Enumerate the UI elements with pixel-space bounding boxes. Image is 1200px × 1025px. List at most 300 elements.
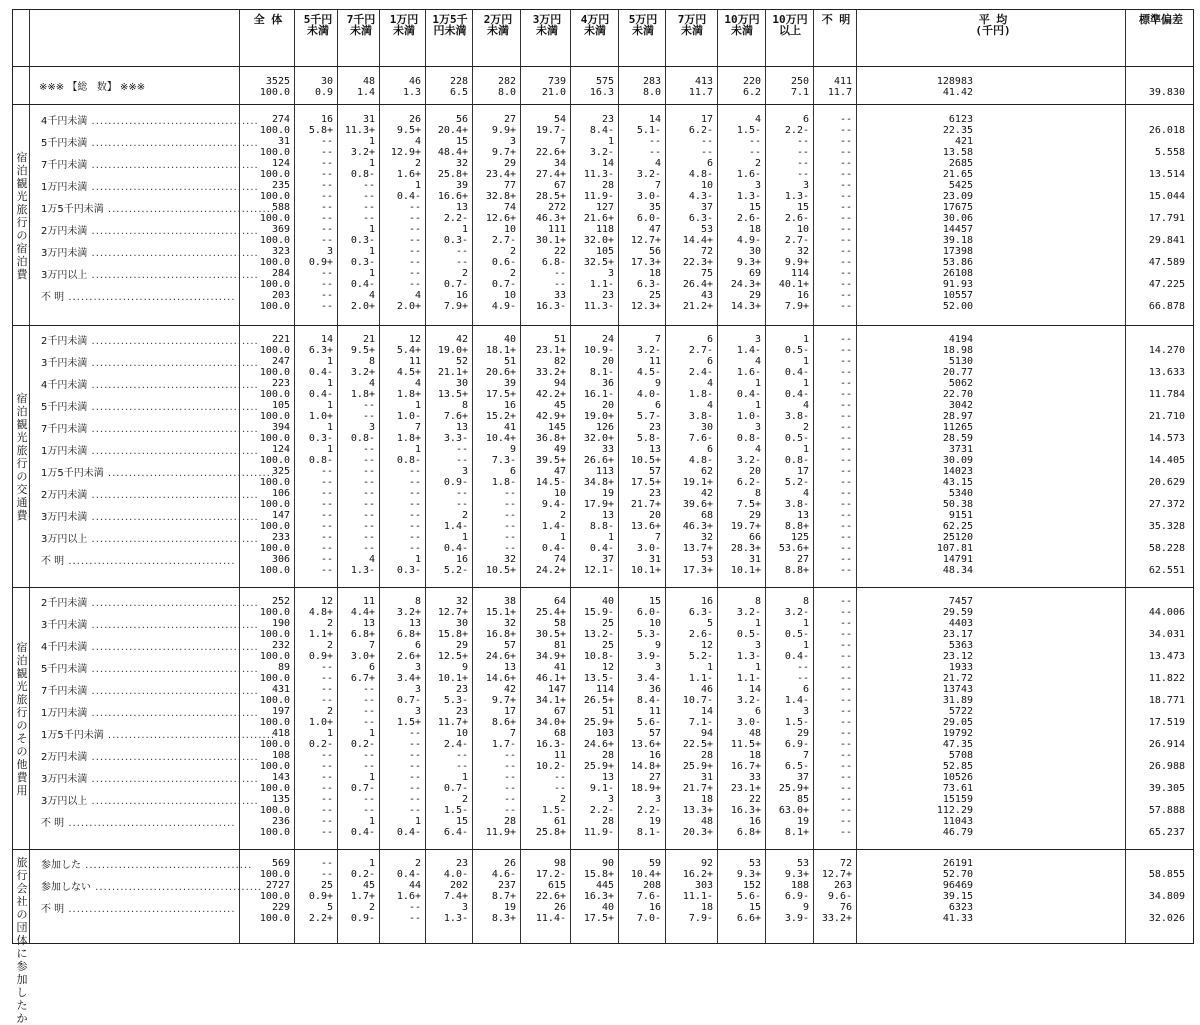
data-row-count: 3 — [754, 180, 761, 191]
data-row-percent: 5.1- — [636, 125, 661, 136]
data-row-percent: 15.2+ — [485, 411, 516, 422]
data-row-percent: 43.15 — [942, 477, 973, 488]
data-row-count: 1 — [368, 772, 375, 783]
data-row-count: 4 — [706, 400, 713, 411]
data-row-count: 1 — [368, 158, 375, 169]
row-label-text: 3千円未満 — [41, 620, 88, 631]
data-row-count: 85 — [796, 794, 809, 805]
data-row-percent: 34.9+ — [535, 651, 566, 662]
data-row-count: -- — [839, 684, 852, 695]
data-row-count: 23 — [455, 706, 468, 717]
data-row-count: 17 — [700, 114, 713, 125]
data-row-count: 2 — [326, 618, 333, 629]
data-row-count — [1125, 334, 1185, 345]
data-row-count: 15 — [648, 596, 661, 607]
data-row-percent: 2.4- — [688, 367, 713, 378]
data-row-percent: 39.15 — [942, 891, 973, 902]
data-row-count: -- — [796, 662, 809, 673]
data-row-percent: 1.4- — [541, 521, 566, 532]
data-row-count: 8 — [368, 356, 375, 367]
data-row-percent: -- — [503, 499, 516, 510]
data-row-percent: 5.8+ — [308, 125, 333, 136]
data-row-percent: 12.5+ — [437, 651, 468, 662]
data-row-percent: 26.018 — [1148, 125, 1185, 136]
data-row-count: 588 — [271, 202, 290, 213]
data-row-count: 38 — [503, 596, 516, 607]
data-row-count: 4 — [368, 554, 375, 565]
data-row-percent: 25.9+ — [583, 717, 614, 728]
data-row-count: 5722 — [948, 706, 973, 717]
total-count: 220 — [742, 76, 761, 87]
data-row-count: 7 — [368, 640, 375, 651]
group-label: 宿泊観光旅行の交通費 — [16, 392, 28, 522]
data-row-count: 2 — [461, 794, 468, 805]
leader-dots: ........................................ — [87, 796, 259, 807]
total-percent: 11.7 — [688, 87, 713, 98]
data-row-count: 14791 — [942, 554, 973, 565]
data-row-percent: 4.8- — [688, 455, 713, 466]
data-row-count: -- — [839, 466, 852, 477]
data-row-count: 105 — [271, 400, 290, 411]
data-row-count: -- — [839, 334, 852, 345]
data-row-count — [1125, 400, 1185, 411]
data-row-count: 421 — [954, 136, 973, 147]
data-row-percent: 28.3+ — [730, 543, 761, 554]
data-row-percent: 1.1- — [688, 673, 713, 684]
data-row-percent: -- — [362, 213, 375, 224]
data-row-count: 2 — [509, 268, 516, 279]
data-row-count: 223 — [271, 378, 290, 389]
data-row-count: -- — [362, 488, 375, 499]
leader-dots: ........................................ — [87, 248, 259, 259]
data-row-count: 32 — [455, 158, 468, 169]
data-row-count: 12 — [320, 596, 333, 607]
data-row-percent: 16.2+ — [682, 869, 713, 880]
row-label-text: 1万5千円未満 — [41, 730, 104, 741]
data-row-count — [1125, 706, 1185, 717]
data-row-count: 76 — [839, 902, 852, 913]
data-row-count: 2 — [414, 158, 421, 169]
data-row-percent: 6.8+ — [736, 827, 761, 838]
data-row-count: -- — [839, 662, 852, 673]
data-row-percent: 0.3- — [396, 565, 421, 576]
data-row-count: 114 — [790, 268, 809, 279]
data-row-percent: 100.0 — [259, 477, 290, 488]
data-row-percent: -- — [839, 367, 852, 378]
data-row-percent: 9.6- — [827, 891, 852, 902]
data-row-percent: 13.473 — [1148, 651, 1185, 662]
data-row-percent: 10.2- — [535, 761, 566, 772]
data-row-percent: 0.4- — [541, 543, 566, 554]
data-row-count: -- — [839, 554, 852, 565]
data-row-count — [1125, 444, 1185, 455]
data-row-count: 1 — [802, 378, 809, 389]
data-row-percent: -- — [748, 147, 761, 158]
data-row-percent: 5.2- — [784, 477, 809, 488]
data-row-count: 111 — [547, 224, 566, 235]
data-row-count: 45 — [362, 880, 375, 891]
data-row-count: 4 — [654, 158, 661, 169]
data-row-count: 31 — [362, 114, 375, 125]
row-divider — [13, 66, 1193, 67]
data-row-count: 23 — [601, 114, 614, 125]
data-row-count: -- — [320, 554, 333, 565]
data-row-count: 6 — [802, 114, 809, 125]
data-row-count: 3 — [754, 640, 761, 651]
data-row-count: 14 — [601, 158, 614, 169]
data-row-count: -- — [455, 444, 468, 455]
data-row-percent: 52.85 — [942, 761, 973, 772]
data-row-percent: -- — [408, 521, 421, 532]
data-row-percent: 1.8+ — [396, 433, 421, 444]
leader-dots: ........................................ — [87, 534, 259, 545]
data-row-count: 6 — [368, 662, 375, 673]
data-row-percent: 30.1+ — [535, 235, 566, 246]
data-row-count: 23 — [455, 858, 468, 869]
data-row-percent: -- — [320, 783, 333, 794]
data-row-percent: 100.0 — [259, 345, 290, 356]
row-label-text: 3万円以上 — [41, 270, 88, 281]
data-row-percent: 29.841 — [1148, 235, 1185, 246]
data-row-count: 57 — [503, 640, 516, 651]
data-row-percent: 0.2- — [350, 869, 375, 880]
data-row-count: 3 — [509, 136, 516, 147]
total-percent: 1.4 — [356, 87, 375, 98]
data-row-percent: 1.1- — [736, 673, 761, 684]
data-row-percent: 6.3- — [688, 213, 713, 224]
data-row-count — [1125, 136, 1185, 147]
data-row-count: 105 — [595, 246, 614, 257]
data-row-percent: 0.5- — [784, 629, 809, 640]
data-row-count: 3731 — [948, 444, 973, 455]
data-row-percent: 6.3- — [688, 607, 713, 618]
data-row-percent: 46.3+ — [535, 213, 566, 224]
data-row-count: 125 — [790, 532, 809, 543]
data-row-count: 4 — [368, 378, 375, 389]
row-label-text: 5千円未満 — [41, 664, 88, 675]
data-row-count: 6 — [654, 400, 661, 411]
data-row-count: 113 — [595, 466, 614, 477]
data-row-count: 26108 — [942, 268, 973, 279]
data-row-percent: -- — [408, 761, 421, 772]
data-row-percent: 3.4+ — [396, 673, 421, 684]
data-row-percent: -- — [455, 499, 468, 510]
data-row-percent: 3.2- — [736, 695, 761, 706]
data-row-percent: 100.0 — [259, 279, 290, 290]
data-row-percent: 6.8+ — [396, 629, 421, 640]
data-row-percent: 0.4- — [350, 279, 375, 290]
data-row-percent: 0.4- — [308, 367, 333, 378]
data-row-count — [1125, 158, 1185, 169]
data-row-count: 29 — [455, 640, 468, 651]
data-row-count: 1 — [754, 400, 761, 411]
data-row-percent: 100.0 — [259, 565, 290, 576]
data-row-count: -- — [839, 728, 852, 739]
data-row-count: 96469 — [942, 880, 973, 891]
data-row-count — [1125, 858, 1185, 869]
leader-dots: ........................................ — [103, 204, 276, 215]
data-row-percent: 25.4+ — [535, 607, 566, 618]
data-row-percent: 21.710 — [1148, 411, 1185, 422]
data-row-count: 1 — [326, 378, 333, 389]
row-label-text: 不 明 — [41, 904, 65, 915]
data-row-count: 15 — [796, 202, 809, 213]
data-row-percent: 20.629 — [1148, 477, 1185, 488]
data-row-percent: -- — [320, 169, 333, 180]
data-row-percent: -- — [408, 783, 421, 794]
data-row-count: -- — [320, 772, 333, 783]
data-row-count: 17 — [796, 466, 809, 477]
row-label — [41, 860, 253, 871]
data-row-count: -- — [408, 268, 421, 279]
data-row-percent: 4.0- — [443, 869, 468, 880]
data-row-percent: -- — [839, 147, 852, 158]
data-row-percent: 100.0 — [259, 367, 290, 378]
column-header: 1万5千 円未満 — [432, 13, 468, 37]
data-row-count: 252 — [271, 596, 290, 607]
data-row-count: 306 — [271, 554, 290, 565]
data-row-count: -- — [700, 136, 713, 147]
data-row-count: 127 — [595, 202, 614, 213]
data-row-percent: 16.8+ — [485, 629, 516, 640]
data-row-count: 15 — [455, 816, 468, 827]
data-row-percent: 100.0 — [259, 521, 290, 532]
data-row-percent: 3.0- — [636, 191, 661, 202]
data-row-count: 9 — [654, 378, 661, 389]
data-row-percent: 24.6+ — [583, 739, 614, 750]
data-row-percent: 25.8+ — [437, 169, 468, 180]
data-row-percent: 11.1- — [682, 891, 713, 902]
data-row-count: 325 — [271, 466, 290, 477]
row-label-text: 3千円未満 — [41, 358, 88, 369]
data-row-percent: 17.9+ — [583, 499, 614, 510]
data-row-count: 8 — [754, 488, 761, 499]
data-row-count: -- — [796, 158, 809, 169]
data-row-percent: 1.7- — [491, 739, 516, 750]
data-row-percent: 0.4- — [396, 191, 421, 202]
data-row-count: -- — [839, 180, 852, 191]
data-row-count: 303 — [694, 880, 713, 891]
data-row-count: 29 — [503, 158, 516, 169]
data-row-percent: 1.0+ — [308, 717, 333, 728]
data-row-percent: 6.8- — [541, 257, 566, 268]
data-row-percent: -- — [839, 717, 852, 728]
data-row-percent: 0.9+ — [308, 891, 333, 902]
data-row-percent: 0.7- — [443, 783, 468, 794]
data-row-count: 2 — [414, 858, 421, 869]
data-row-percent: 58.855 — [1148, 869, 1185, 880]
data-row-count: 32 — [796, 246, 809, 257]
data-row-count: 64 — [553, 596, 566, 607]
data-row-percent: -- — [839, 499, 852, 510]
data-row-count — [1125, 640, 1185, 651]
data-row-count: 7 — [559, 136, 566, 147]
data-row-count: 12 — [601, 662, 614, 673]
data-row-count: 20 — [748, 466, 761, 477]
data-row-count — [1125, 268, 1185, 279]
data-row-count: 5130 — [948, 356, 973, 367]
leader-dots: ........................................ — [87, 598, 259, 609]
total-percent: 8.0 — [497, 87, 516, 98]
data-row-count: 1 — [414, 400, 421, 411]
total-percent: 11.7 — [827, 87, 852, 98]
data-row-percent: -- — [839, 673, 852, 684]
row-label-text: 1万円未満 — [41, 708, 88, 719]
row-label-text: 1万円未満 — [41, 446, 88, 457]
data-row-percent: -- — [408, 805, 421, 816]
data-row-count: 2 — [461, 510, 468, 521]
data-row-percent: 7.6- — [688, 433, 713, 444]
data-row-count: -- — [408, 202, 421, 213]
data-row-count: 16 — [748, 816, 761, 827]
data-row-count: 40 — [601, 902, 614, 913]
data-row-percent: 14.4+ — [682, 235, 713, 246]
data-row-percent: 4.5+ — [396, 367, 421, 378]
data-row-percent: 112.29 — [936, 805, 973, 816]
data-row-count: -- — [320, 466, 333, 477]
data-row-count: -- — [839, 224, 852, 235]
data-row-percent: 100.0 — [259, 191, 290, 202]
column-header: 7千円 未満 — [346, 13, 376, 37]
data-row-percent: 17.3+ — [630, 257, 661, 268]
row-label — [41, 424, 259, 435]
row-label — [41, 358, 259, 369]
data-row-count: 14023 — [942, 466, 973, 477]
total-percent: 6.2 — [742, 87, 761, 98]
data-row-percent: -- — [362, 521, 375, 532]
data-row-percent: 6.0- — [636, 607, 661, 618]
data-row-count: 9151 — [948, 510, 973, 521]
data-row-percent: 21.2+ — [682, 301, 713, 312]
data-row-count: 2 — [326, 640, 333, 651]
data-row-count: 51 — [503, 356, 516, 367]
data-row-percent: 11.3- — [583, 169, 614, 180]
data-row-count: 98 — [553, 858, 566, 869]
data-row-count: 5062 — [948, 378, 973, 389]
data-row-count: 56 — [455, 114, 468, 125]
data-row-percent: 0.4- — [443, 543, 468, 554]
data-row-percent: 5.4+ — [396, 345, 421, 356]
data-row-percent: -- — [839, 543, 852, 554]
data-row-count: 33 — [601, 444, 614, 455]
data-row-count: 94 — [553, 378, 566, 389]
data-row-percent: 3.2+ — [396, 607, 421, 618]
group-label: 宿泊観光旅行の宿泊費 — [16, 150, 28, 281]
data-row-percent: -- — [362, 499, 375, 510]
data-row-count: -- — [320, 488, 333, 499]
row-label-text: 2万円未満 — [41, 752, 88, 763]
data-row-count: 126 — [595, 422, 614, 433]
column-divider — [29, 10, 30, 943]
data-row-percent: 18.1+ — [485, 345, 516, 356]
data-row-count — [1125, 532, 1185, 543]
row-label — [41, 818, 236, 829]
data-row-percent: 3.2- — [736, 455, 761, 466]
data-row-percent: 4.6- — [491, 869, 516, 880]
data-row-percent: 2.6- — [784, 213, 809, 224]
data-row-count: 27 — [503, 114, 516, 125]
data-row-count: -- — [455, 246, 468, 257]
data-row-percent: 34.809 — [1148, 891, 1185, 902]
data-row-percent: 11.822 — [1148, 673, 1185, 684]
column-header: 5千円 未満 — [303, 13, 333, 37]
data-row-count — [1125, 880, 1185, 891]
total-percent: 21.0 — [541, 87, 566, 98]
data-row-percent: 21.7+ — [630, 499, 661, 510]
data-row-percent: 1.5- — [784, 717, 809, 728]
data-row-percent: 6.9- — [784, 891, 809, 902]
data-row-count — [1125, 114, 1185, 125]
data-row-count: 44 — [408, 880, 421, 891]
data-row-count: 1 — [461, 224, 468, 235]
data-row-percent: 42.9+ — [535, 411, 566, 422]
data-row-count: 208 — [642, 880, 661, 891]
data-row-count: 143 — [271, 772, 290, 783]
data-row-percent: -- — [503, 783, 516, 794]
data-row-count: -- — [839, 268, 852, 279]
data-row-count: 26 — [408, 114, 421, 125]
data-row-percent: -- — [503, 761, 516, 772]
data-row-count: 37 — [796, 772, 809, 783]
data-row-count: 9 — [461, 662, 468, 673]
data-row-count: -- — [362, 400, 375, 411]
data-row-percent: 8.3+ — [491, 913, 516, 924]
data-row-count: -- — [455, 750, 468, 761]
data-row-count: 103 — [595, 728, 614, 739]
data-row-percent: 47.225 — [1148, 279, 1185, 290]
data-row-count: 4 — [706, 378, 713, 389]
data-row-count: 4 — [754, 444, 761, 455]
data-row-count: 1 — [368, 728, 375, 739]
data-row-count — [1125, 510, 1185, 521]
row-label-text: 不 明 — [41, 818, 65, 829]
data-row-count: 10 — [455, 728, 468, 739]
data-row-percent: 2.6- — [736, 213, 761, 224]
data-row-percent: 1.3- — [736, 191, 761, 202]
data-row-percent: 9.3+ — [784, 869, 809, 880]
data-row-percent: 24.2+ — [535, 565, 566, 576]
total-count — [1125, 76, 1185, 87]
data-row-percent: 46.3+ — [682, 521, 713, 532]
data-row-count: 53 — [748, 858, 761, 869]
row-label — [41, 556, 236, 567]
data-row-count: 41 — [503, 422, 516, 433]
data-row-percent: 10.4+ — [630, 869, 661, 880]
data-row-count: 11043 — [942, 816, 973, 827]
data-row-percent: 21.1+ — [437, 367, 468, 378]
data-row-count: 82 — [553, 356, 566, 367]
data-row-count: -- — [320, 750, 333, 761]
data-row-percent: 0.6- — [491, 257, 516, 268]
data-row-percent: 0.3- — [443, 235, 468, 246]
data-row-percent: 16.1- — [583, 389, 614, 400]
data-row-count — [1125, 378, 1185, 389]
data-row-percent: 100.0 — [259, 301, 290, 312]
data-row-count: 7 — [654, 334, 661, 345]
data-row-count: -- — [408, 750, 421, 761]
data-row-count: 1 — [802, 356, 809, 367]
data-row-count: 445 — [595, 880, 614, 891]
leader-dots: ........................................ — [87, 686, 259, 697]
data-row-percent: 13.514 — [1148, 169, 1185, 180]
data-row-count — [1125, 488, 1185, 499]
data-row-count: 22 — [748, 794, 761, 805]
data-row-count: 3042 — [948, 400, 973, 411]
data-row-count: 46 — [700, 684, 713, 695]
data-row-percent: 25.9+ — [778, 783, 809, 794]
data-row-percent: 100.0 — [259, 213, 290, 224]
data-row-percent: -- — [362, 191, 375, 202]
